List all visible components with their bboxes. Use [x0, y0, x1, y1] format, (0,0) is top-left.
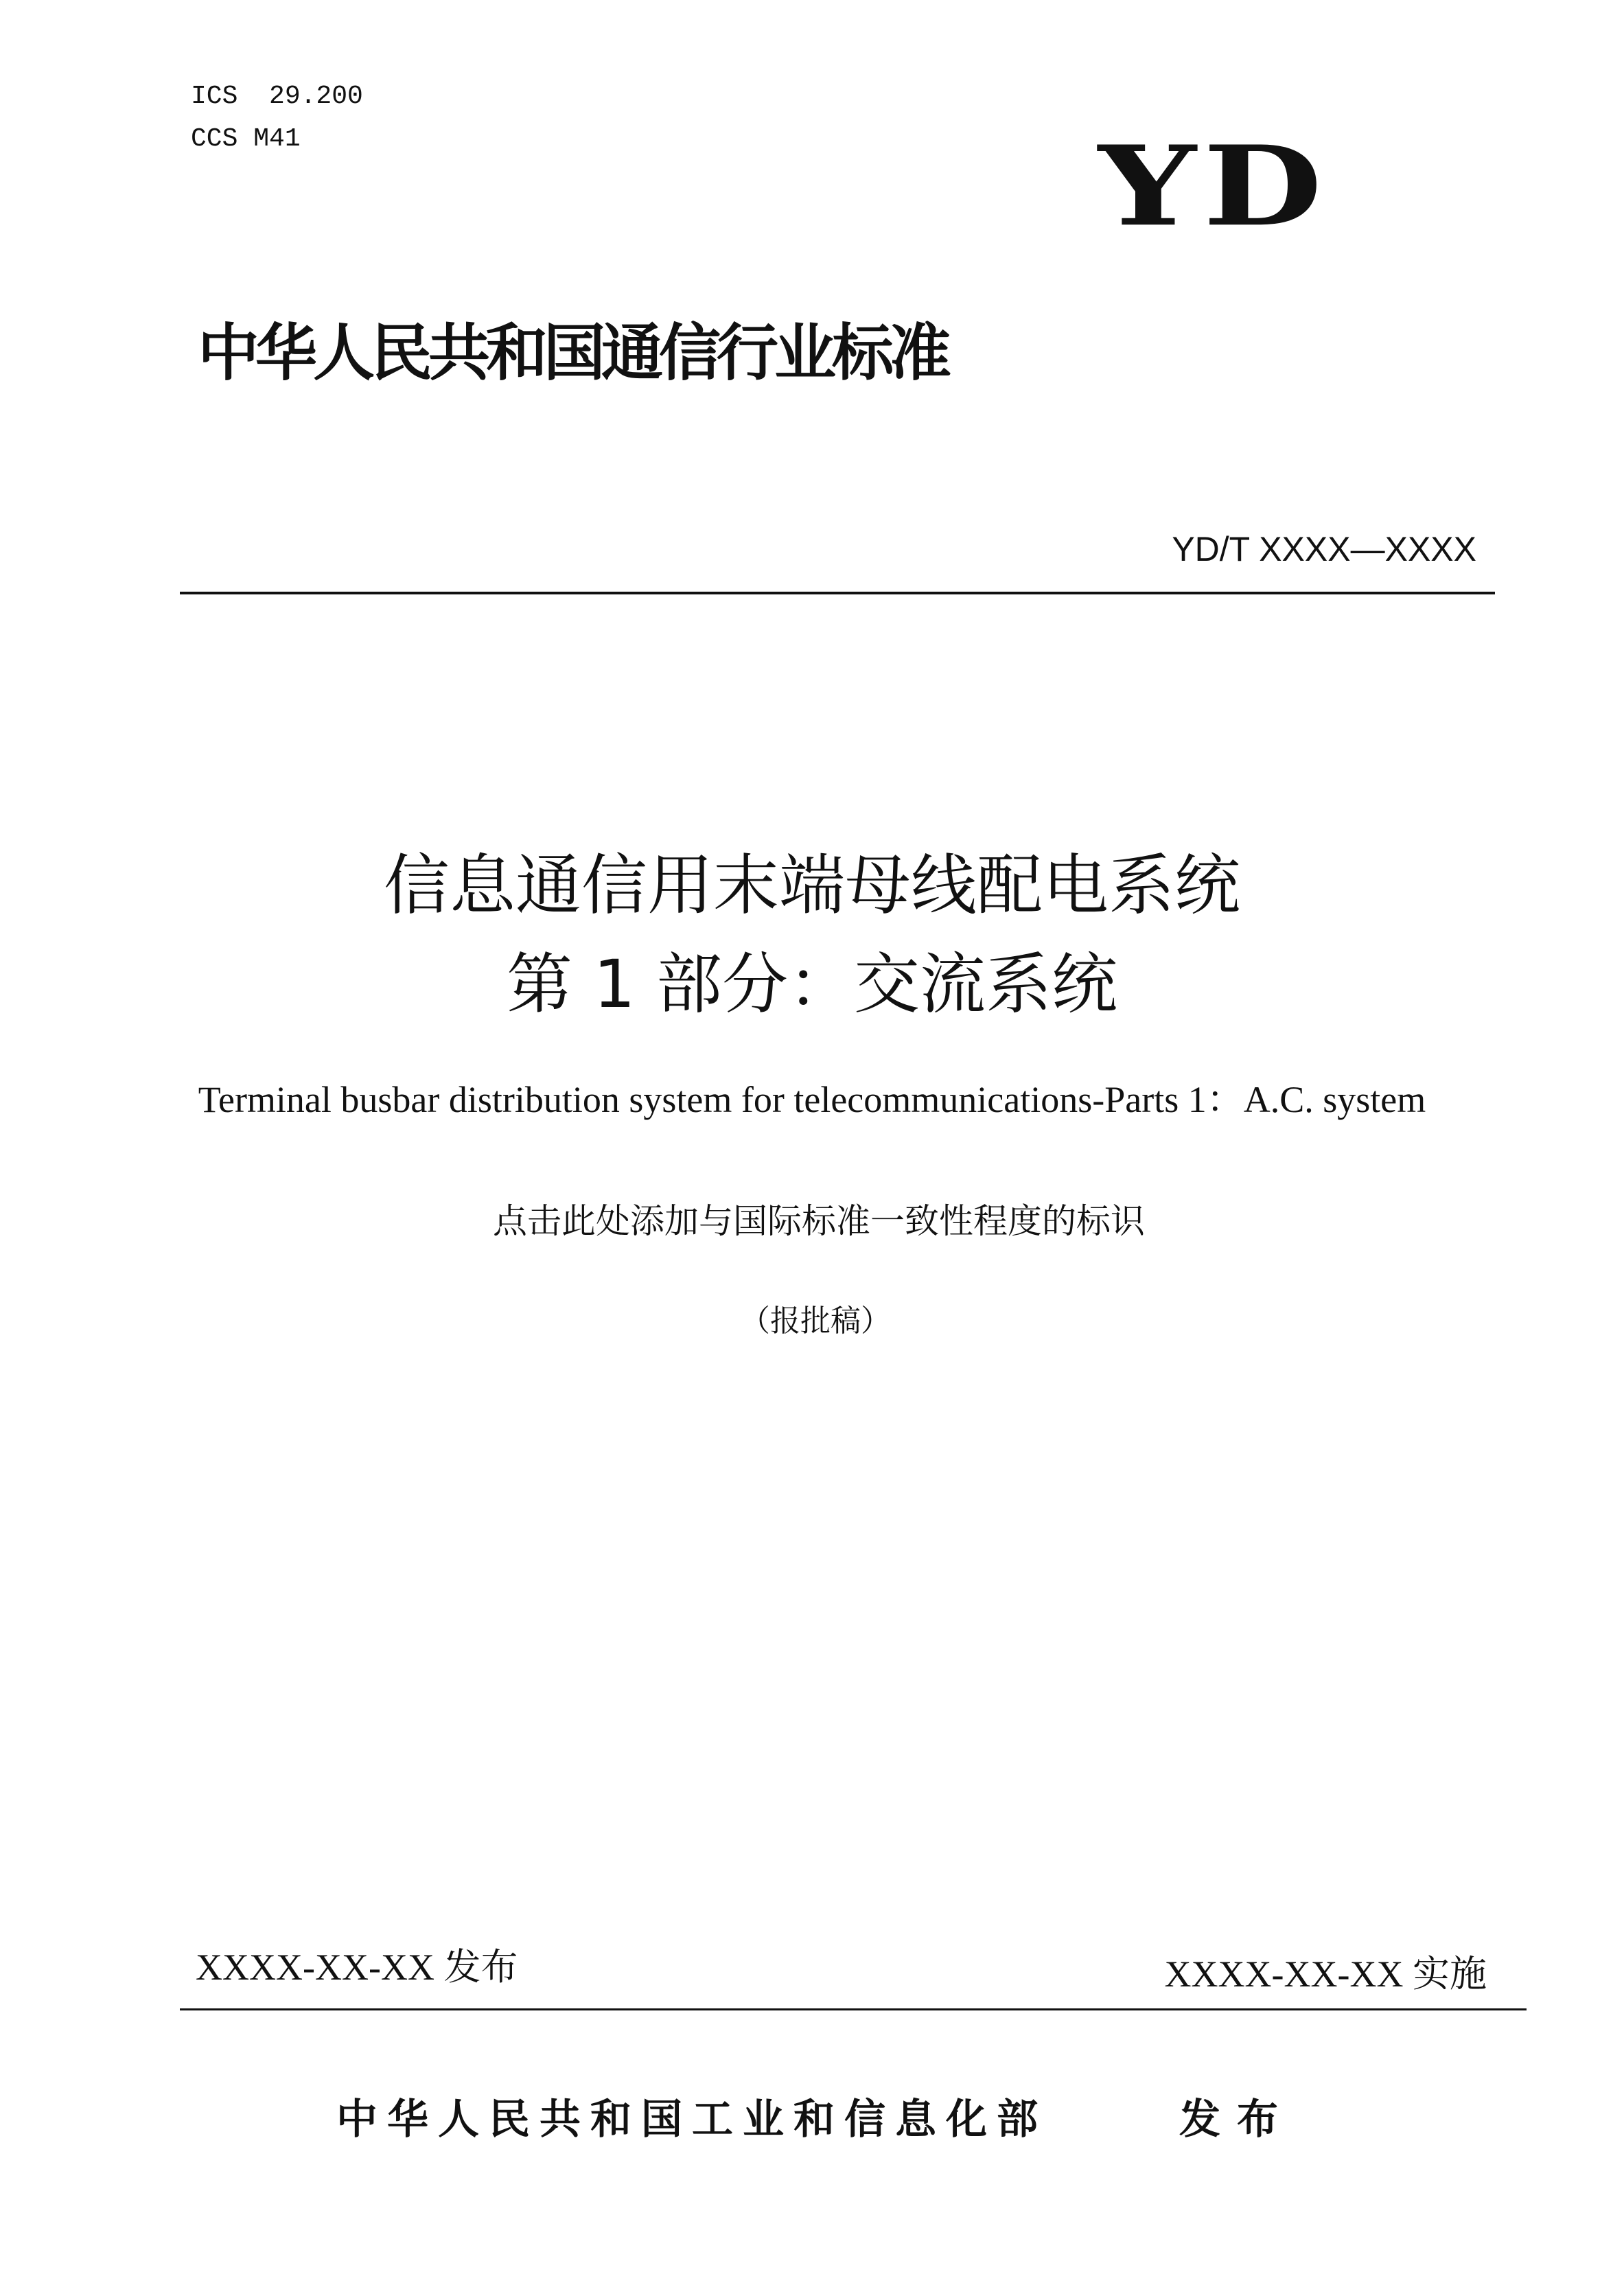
publish-action: 发布	[1179, 2096, 1295, 2144]
draft-status: （报批稿）	[740, 1303, 891, 1338]
publisher: 中华人民共和国工业和信息化部	[336, 2096, 1047, 2144]
bottom-divider	[180, 2008, 1527, 2010]
top-divider	[180, 592, 1495, 594]
consistency-note-placeholder[interactable]: 点击此处添加与国际标准一致性程度的标识	[493, 1201, 1145, 1241]
document-title-part: 第 1 部分：交流系统	[506, 946, 1118, 1023]
document-title-main: 信息通信用末端母线配电系统	[384, 847, 1240, 924]
yd-logo: YD	[1098, 121, 1330, 251]
document-title-english: Terminal busbar distribution system for telecommunications-Parts 1：A.C. system	[198, 1079, 1426, 1120]
release-date: XXXX-XX-XX 发布	[196, 1947, 518, 1988]
effective-date: XXXX-XX-XX 实施	[1164, 1953, 1487, 1995]
ics-code: ICS 29.200	[191, 82, 363, 111]
standard-category: 中华人民共和国通信行业标准	[198, 317, 947, 389]
standard-number: YD/T XXXX—XXXX	[1172, 530, 1476, 568]
ccs-code: CCS M41	[191, 124, 301, 154]
